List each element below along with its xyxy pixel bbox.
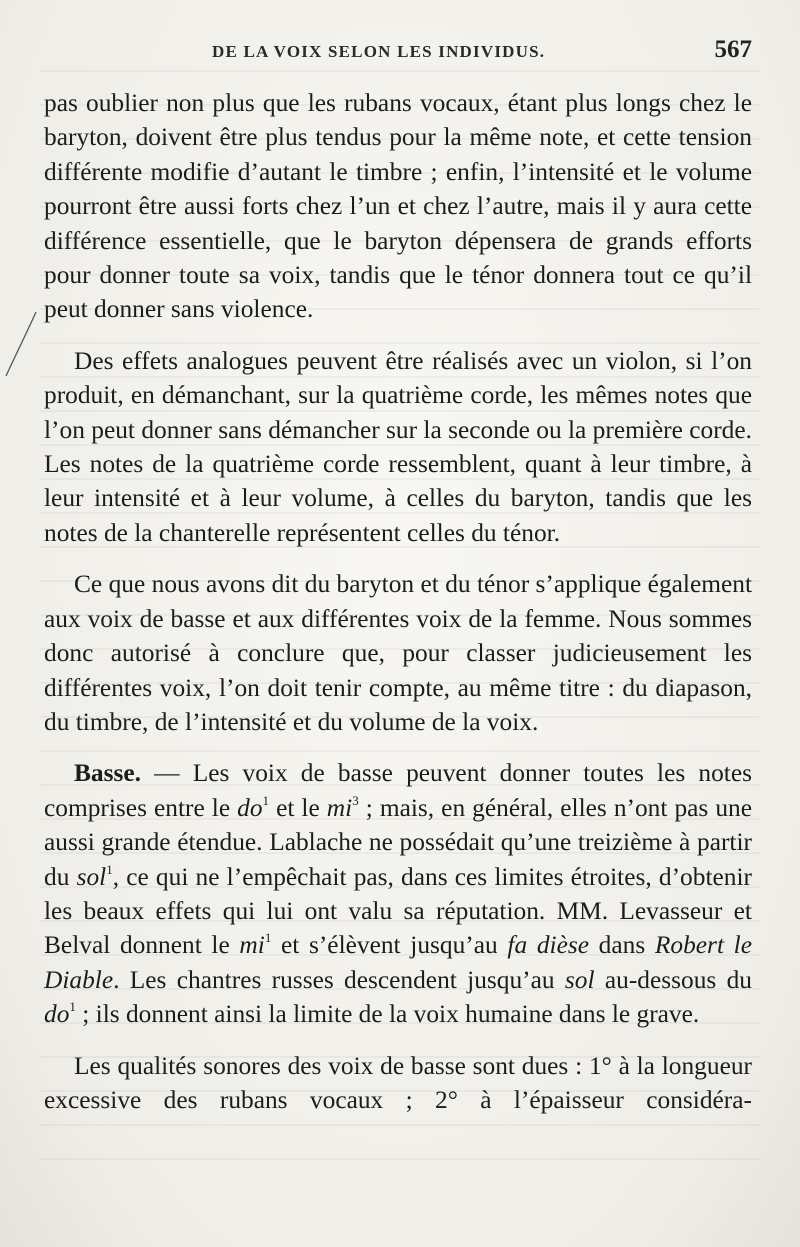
octave-superscript: 3 xyxy=(352,792,359,808)
note-name: sol xyxy=(76,862,107,891)
pencil-mark-icon xyxy=(0,310,50,380)
paragraph-basse xyxy=(44,756,752,1031)
text-run: et le xyxy=(269,793,327,822)
paragraph-5: Les qualités sonores des voix de basse sont dues : 1° à la longueur excessive des rubans vocaux ; 2° à l’épaisseur considéra- xyxy=(44,1051,752,1114)
octave-superscript: 1 xyxy=(262,792,270,808)
paragraph-2: Des effets analogues peuvent être réalisés avec un violon, si l’on produit, en démanchant, sur la quatrième corde, les mêmes notes que l’on peut donner sans démancher sur la seconde ou la première corde. Les notes de la quatrième corde ressemblent, quant à leur timbre, à leur intensité et à leur volume, à celles du baryton, tandis que les notes de la chanterelle représentent celles du ténor. xyxy=(44,346,752,547)
note-name: do xyxy=(44,1000,70,1029)
text-run: au-dessous du xyxy=(594,965,752,994)
note-name: fa dièse xyxy=(507,931,589,960)
note-name: mi xyxy=(239,931,265,960)
text-run: — Les voix de basse peuvent donner toutes les notes comprises entre le xyxy=(44,759,752,822)
body-text xyxy=(44,86,752,1117)
octave-superscript: 1 xyxy=(264,930,272,946)
text-run: dans xyxy=(589,931,655,960)
octave-superscript: 1 xyxy=(106,861,113,877)
text-run: ; mais, en général, elles n’ont pas une aussi grande étendue. Lablache ne possédait qu’une treizième à partir du xyxy=(44,793,753,891)
octave-superscript: 1 xyxy=(69,999,76,1015)
text-run: . Les chantres russes descendent jusqu’au xyxy=(113,965,565,994)
paragraph-1: pas oublier non plus que les rubans vocaux, étant plus longs chez le baryton, doivent être plus tendus pour la même note, et cette tension différente modifie d’autant le timbre ; enfin, l’intensité et le volume pourront être aussi forts chez l’un et chez l’autre, mais il y aura cette différence essentielle, que le baryton dépensera de grands efforts pour donner toute sa voix, tandis que le ténor donnera tout ce qu’il peut donner sans violence. xyxy=(44,89,752,324)
running-head: DE LA VOIX SELON LES INDIVIDUS. xyxy=(212,42,546,61)
section-heading-basse: Basse. xyxy=(74,759,142,788)
text-run: ; ils donnent ainsi la limite de la voix humaine dans le grave. xyxy=(75,1000,700,1029)
text-run: , ce qui ne l’empêchait pas, dans ces limites étroites, d’obtenir les beaux effets qui lui ont valu sa réputation. MM. Levasseur et Belval donnent le xyxy=(44,862,752,960)
note-name: sol xyxy=(564,965,595,994)
page-number: 567 xyxy=(714,36,752,63)
note-name: mi xyxy=(326,793,353,822)
page-header xyxy=(44,36,752,76)
paragraph-3: Ce que nous avons dit du baryton et du ténor s’applique également aux voix de basse et aux différentes voix de la femme. Nous sommes donc autorisé à conclure que, pour classer judicieusement les différentes voix, l’on doit tenir compte, au même titre : du diapason, du timbre, de l’intensité et du volume de la voix. xyxy=(44,570,752,736)
opera-title: Robert le Diable xyxy=(44,931,752,994)
text-run: et s’élèvent jusqu’au xyxy=(271,931,508,960)
note-name: do xyxy=(237,793,263,822)
